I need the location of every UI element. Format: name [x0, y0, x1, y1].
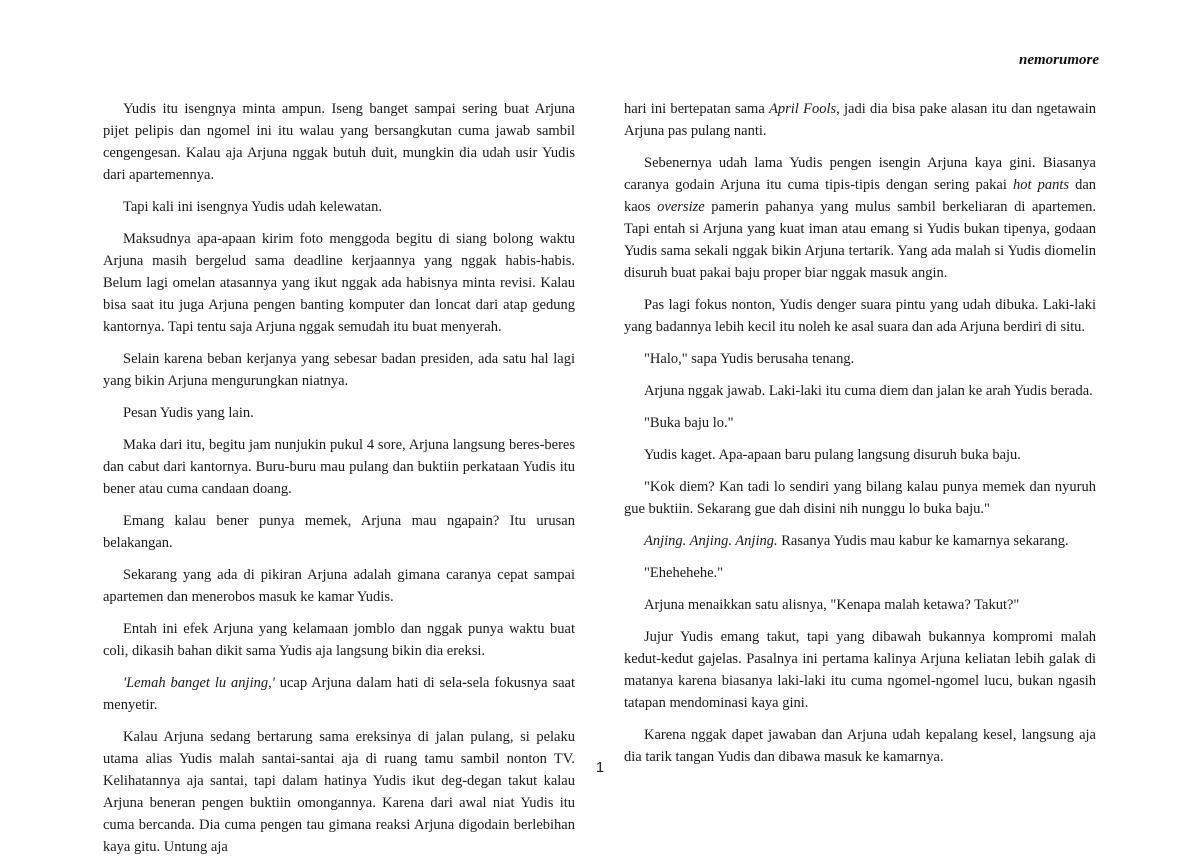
left-column — [103, 98, 575, 868]
paragraph — [624, 562, 1096, 584]
paragraph-text: Entah ini efek Arjuna yang kelamaan jomblo dan nggak punya waktu buat coli, dikasih bahan dikit sama Yudis aja langsung bikin dia ereksi. — [103, 621, 575, 659]
paragraph — [624, 348, 1096, 370]
paragraph — [103, 434, 575, 500]
paragraph — [624, 530, 1096, 552]
paragraph-text: Rasanya Yudis mau kabur ke kamarnya sekarang. — [777, 533, 1069, 549]
paragraph-text: Maksudnya apa-apaan kirim foto menggoda begitu di siang bolong waktu Arjuna masih bergelud sama deadline kerjaannya yang nggak habis-habis. Belum lagi omelan atasannya yang ikut nggak ada habisnya minta revisi. Kalau bisa saat itu juga Arjuna pengen banting komputer dan loncat dari atap gedung kantornya. Tapi tentu saja Arjuna nggak semudah itu buat menyerah. — [103, 231, 575, 335]
paragraph-text: hari ini bertepatan sama — [624, 101, 770, 117]
paragraph-text: Emang kalau bener punya memek, Arjuna mau ngapain? Itu urusan belakangan. — [103, 513, 575, 551]
paragraph — [624, 412, 1096, 434]
italic-text: hot pants — [1012, 177, 1069, 193]
right-column — [624, 98, 1096, 778]
paragraph — [624, 594, 1096, 616]
paragraph-text: "Buka baju lo." — [644, 415, 734, 431]
paragraph-text: Maka dari itu, begitu jam nunjukin pukul 4 sore, Arjuna langsung beres-beres dan cabut dari kantornya. Buru-buru mau pulang dan buktiin perkataan Yudis itu bener atau cuma candaan doang. — [103, 437, 575, 497]
paragraph-text: Jujur Yudis emang takut, tapi yang dibawah bukannya kompromi malah kedut-kedut gajelas. Pasalnya ini pertama kalinya Arjuna keliatan lebih galak di matanya karena biasanya laki-laki itu cuma ngomel-ngomel lucu, bukan ngasih tatapan mendominasi kaya gini. — [624, 629, 1096, 711]
author-header: nemorumore — [1018, 52, 1099, 68]
paragraph — [624, 294, 1096, 338]
paragraph-text: Arjuna nggak jawab. Laki-laki itu cuma diem dan jalan ke arah Yudis berada. — [644, 383, 1093, 399]
paragraph — [103, 564, 575, 608]
paragraph-text: Kalau Arjuna sedang bertarung sama ereksinya di jalan pulang, si pelaku utama alias Yudis malah santai-santai aja di ruang tamu sambil nonton TV. Kelihatannya aja santai, tapi dalam hatinya Yudis ikut deg-degan takut kalau Arjuna beneran pengen buktiin omongannya. Karena dari awal niat Yudis itu cuma bercanda. Dia cuma pengen tau gimana reaksi Arjuna digodain berlebihan kaya gitu. Untung aja — [103, 729, 575, 855]
italic-text: Anjing. Anjing. Anjing. — [644, 533, 778, 549]
paragraph-text: Arjuna menaikkan satu alisnya, "Kenapa malah ketawa? Takut?" — [644, 597, 1020, 613]
paragraph-text: Selain karena beban kerjanya yang sebesar badan presiden, ada satu hal lagi yang bikin Arjuna mengurungkan niatnya. — [103, 351, 575, 389]
paragraph-text: dan kaos — [624, 177, 1097, 215]
paragraph — [103, 348, 575, 392]
paragraph-text: Yudis kaget. Apa-apaan baru pulang langsung disuruh buka baju. — [644, 447, 1021, 463]
paragraph-text: "Ehehehehe." — [644, 565, 724, 581]
paragraph — [624, 476, 1096, 520]
paragraph-text: Pas lagi fokus nonton, Yudis denger suara pintu yang udah dibuka. Laki-laki yang badannya lebih kecil itu noleh ke asal suara dan ada Arjuna berdiri di situ. — [624, 297, 1096, 335]
paragraph-text: "Kok diem? Kan tadi lo sendiri yang bilang kalau punya memek dan nyuruh gue buktiin. Sekarang gue dah disini nih nunggu lo buka baju." — [624, 479, 1096, 517]
paragraph — [103, 510, 575, 554]
paragraph-text: Tapi kali ini isengnya Yudis udah kelewatan. — [123, 199, 382, 215]
paragraph — [624, 626, 1096, 714]
paragraph — [103, 726, 575, 858]
paragraph — [624, 444, 1096, 466]
paragraph — [624, 98, 1096, 142]
paragraph — [103, 196, 575, 218]
paragraph-text: ucap Arjuna dalam hati di sela-sela fokusnya saat menyetir. — [103, 675, 575, 713]
paragraph — [103, 402, 575, 424]
paragraph-text: pamerin pahanya yang mulus sambil berkeliaran di apartemen. Tapi entah si Arjuna yang kuat iman atau emang si Yudis bukan tipenya, godaan Yudis sama sekali nggak bikin Arjuna tertarik. Yang ada malah si Yudis diomelin disuruh buat pakai baju proper biar nggak masuk angin. — [624, 199, 1096, 281]
paragraph — [103, 618, 575, 662]
page-number: 1 — [595, 759, 605, 776]
paragraph — [103, 228, 575, 338]
paragraph-text: "Halo," sapa Yudis berusaha tenang. — [644, 351, 855, 367]
italic-text: April Fools — [769, 101, 837, 117]
paragraph — [103, 98, 575, 186]
paragraph-text: , jadi dia bisa pake alasan itu dan ngetawain Arjuna pas pulang nanti. — [624, 101, 1096, 139]
paragraph — [624, 152, 1096, 284]
paragraph-text: Pesan Yudis yang lain. — [123, 405, 254, 421]
paragraph-text: Sebenernya udah lama Yudis pengen isengin Arjuna kaya gini. Biasanya caranya godain Arjuna itu cuma tipis-tipis dengan sering pakai — [624, 155, 1096, 193]
paragraph-text: Yudis itu isengnya minta ampun. Iseng banget sampai sering buat Arjuna pijet pelipis dan ngomel ini itu walau yang bersangkutan cuma jawab sambil cengengesan. Kalau aja Arjuna nggak butuh duit, mungkin dia udah usir Yudis dari apartemennya. — [103, 101, 575, 183]
paragraph — [103, 672, 575, 716]
paragraph — [624, 380, 1096, 402]
paragraph-text: Sekarang yang ada di pikiran Arjuna adalah gimana caranya cepat sampai apartemen dan menerobos masuk ke kamar Yudis. — [103, 567, 575, 605]
italic-text: oversize — [657, 199, 705, 215]
italic-text: 'Lemah banget lu anjing,' — [123, 675, 275, 691]
paragraph-text: Karena nggak dapet jawaban dan Arjuna udah kepalang kesel, langsung aja dia tarik tangan Yudis dan dibawa masuk ke kamarnya. — [624, 727, 1096, 765]
